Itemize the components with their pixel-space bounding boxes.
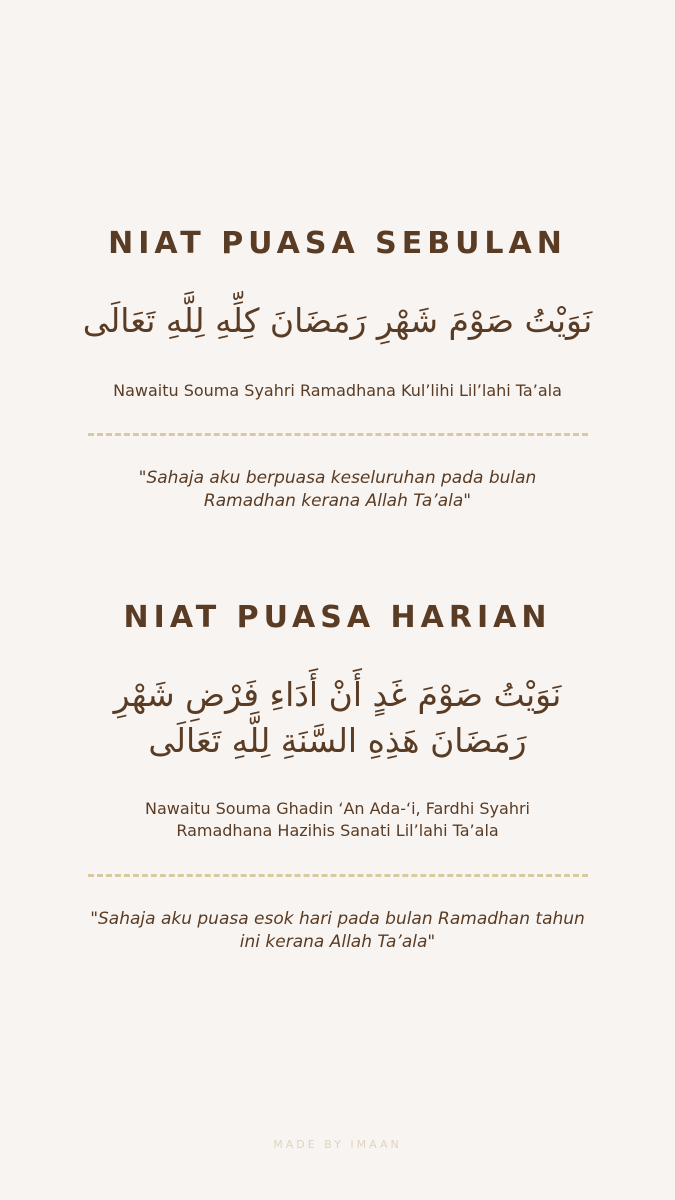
section-1-transliteration: Nawaitu Souma Syahri Ramadhana Kul’lihi Lil’lahi Ta’ala xyxy=(113,381,562,400)
section-1-divider xyxy=(88,433,588,436)
section-2-divider xyxy=(88,874,588,877)
section-2-title: NIAT PUASA HARIAN xyxy=(123,600,552,635)
section-2-arabic-text: نَوَيْتُ صَوْمَ غَدٍ أَنْ أَدَاءِ فَرْضِ شَهْرِ رَمَضَانَ هَذِهِ السَّنَةِ لِلَّهِ تَعَالَى xyxy=(113,675,562,760)
section-1-title: NIAT PUASA SEBULAN xyxy=(108,226,567,261)
section-2-transliteration: Nawaitu Souma Ghadin ‘An Ada-‘i, Fardhi Syahri Ramadhana Hazihis Sanati Lil’lahi Ta’ala xyxy=(145,799,530,840)
section-2-meaning: "Sahaja aku puasa esok hari pada bulan Ramadhan tahun ini kerana Allah Ta’ala" xyxy=(90,909,585,952)
footer-credit: MADE BY IMAAN xyxy=(273,1138,402,1151)
section-1-meaning: "Sahaja aku berpuasa keseluruhan pada bulan Ramadhan kerana Allah Ta’ala" xyxy=(138,468,537,511)
section-1-arabic-text: نَوَيْتُ صَوْمَ شَهْرِ رَمَضَانَ كِلِّهِ لِلَّهِ تَعَالَى xyxy=(82,301,593,340)
